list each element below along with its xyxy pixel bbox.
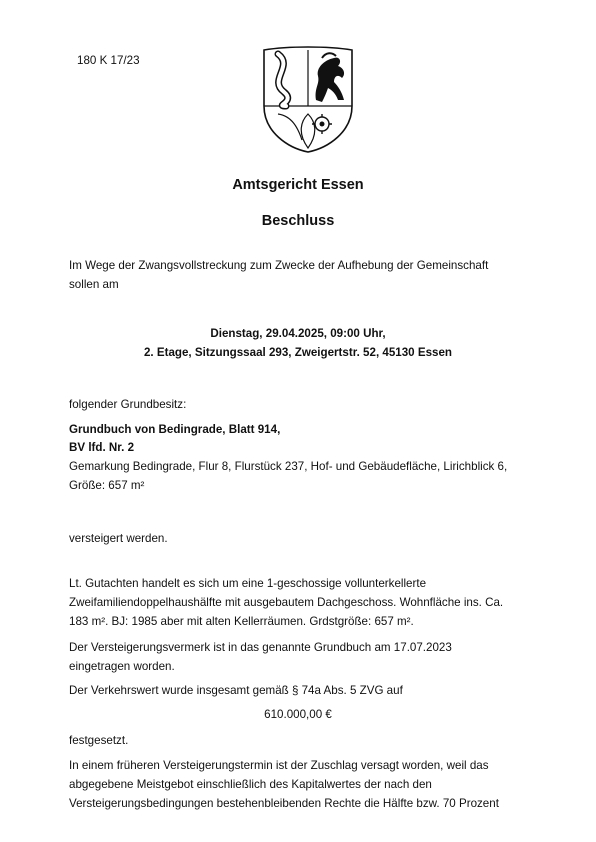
vermerk-line-1: Der Versteigerungsvermerk ist in das genannte Grundbuch am 17.07.2023 (69, 641, 452, 654)
gutachten-line-1: Lt. Gutachten handelt es sich um eine 1-geschossige vollunterkellerte (69, 577, 427, 590)
document-type-title: Beschluss (261, 213, 335, 229)
festgesetzt-text: festgesetzt. (69, 734, 129, 747)
intro-line-1: Im Wege der Zwangsvollstreckung zum Zwecke der Aufhebung der Gemeinschaft (69, 259, 489, 272)
auctioned-text: versteigert werden. (69, 532, 168, 545)
earlier-line-3: Versteigerungsbedingungen bestehenbleibenden Rechte die Hälfte bzw. 70 Prozent (69, 797, 499, 810)
hearing-date: Dienstag, 29.04.2025, 09:00 Uhr, (210, 327, 386, 340)
earlier-line-2: abgegebene Meistgebot einschließlich des Kapitalwertes der nach den (69, 778, 432, 791)
verkehrswert-text: Der Verkehrswert wurde insgesamt gemäß § 74a Abs. 5 ZVG auf (69, 684, 403, 697)
bv-number: BV lfd. Nr. 2 (69, 441, 135, 454)
nrw-coat-of-arms-icon (258, 44, 358, 154)
vermerk-line-2: eingetragen worden. (69, 660, 175, 673)
case-number: 180 K 17/23 (77, 54, 140, 67)
intro-line-2: sollen am (69, 278, 119, 291)
hearing-location: 2. Etage, Sitzungssaal 293, Zweigertstr. 52, 45130 Essen (143, 346, 453, 359)
property-label: folgender Grundbesitz: (69, 398, 187, 411)
gemarkung-line-2: Größe: 657 m² (69, 479, 145, 492)
grundbuch-entry: Grundbuch von Bedingrade, Blatt 914, (69, 423, 281, 436)
gutachten-line-2: Zweifamiliendoppelhaushälfte mit ausgebautem Dachgeschoss. Wohnfläche ins. Ca. (69, 596, 504, 609)
market-value-amount: 610.000,00 € (264, 708, 332, 721)
earlier-line-1: In einem früheren Versteigerungstermin ist der Zuschlag versagt worden, weil das (69, 759, 489, 772)
gemarkung-line-1: Gemarkung Bedingrade, Flur 8, Flurstück 237, Hof- und Gebäudefläche, Lirichblick 6, (69, 460, 508, 473)
gutachten-line-3: 183 m². BJ: 1985 aber mit alten Kellerräumen. Grdstgröße: 657 m². (69, 615, 414, 628)
court-title: Amtsgericht Essen (232, 177, 364, 193)
